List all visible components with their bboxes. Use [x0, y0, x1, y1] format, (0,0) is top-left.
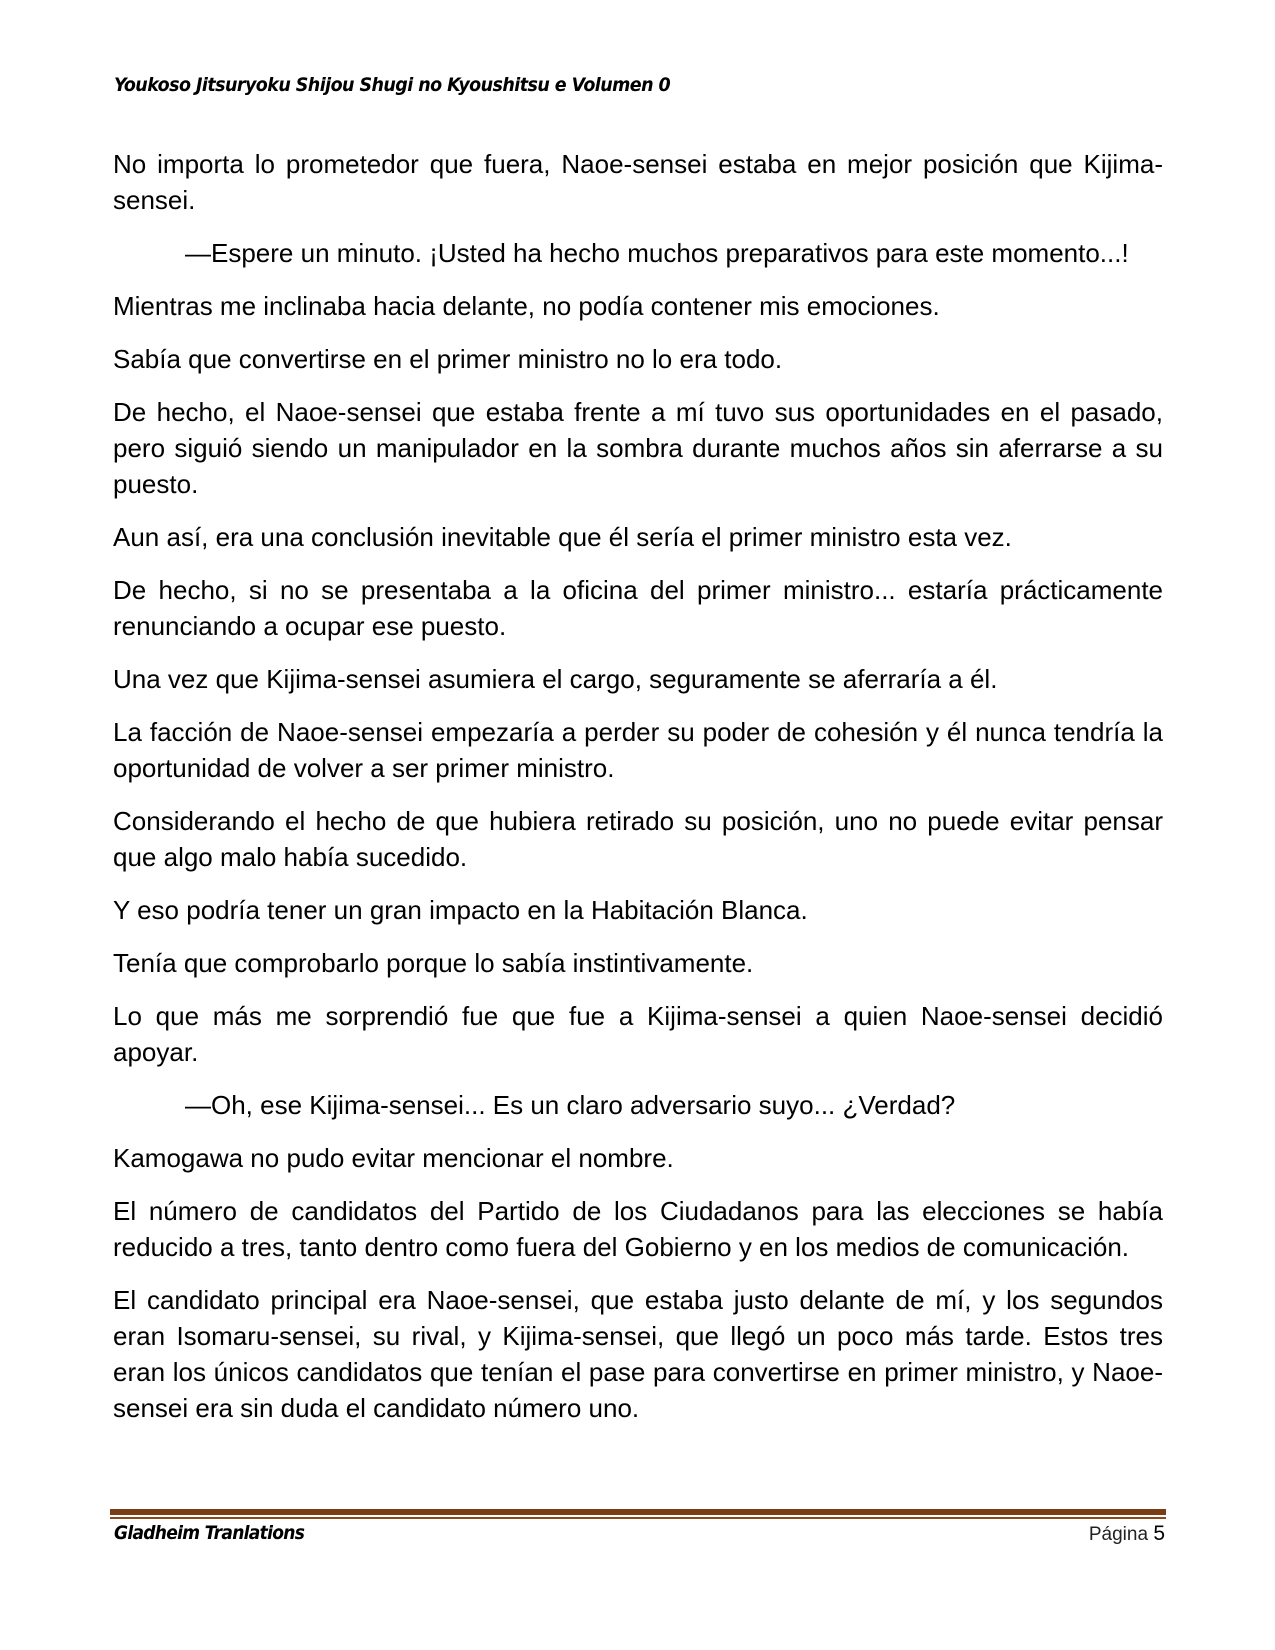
paragraph: Mientras me inclinaba hacia delante, no podía contener mis emociones. — [113, 291, 940, 321]
paragraph: Aun así, era una conclusión inevitable que él sería el primer ministro esta vez. — [113, 522, 1012, 552]
paragraph: De hecho, el Naoe-sensei que estaba frente a mí tuvo sus oportunidades en el pasado, pero siguió siendo un manipulador en la sombra durante muchos años sin aferrarse a su puesto. — [113, 397, 1163, 499]
paragraph: El número de candidatos del Partido de los Ciudadanos para las elecciones se había reducido a tres, tanto dentro como fuera del Gobierno y en los medios de comunicación. — [113, 1196, 1163, 1262]
paragraph: Considerando el hecho de que hubiera retirado su posición, uno no puede evitar pensar que algo malo había sucedido. — [113, 806, 1163, 872]
paragraph: Una vez que Kijima-sensei asumiera el cargo, seguramente se aferraría a él. — [113, 664, 998, 694]
paragraph: El candidato principal era Naoe-sensei, que estaba justo delante de mí, y los segundos eran Isomaru-sensei, su rival, y Kijima-sensei, que llegó un poco más tarde. Estos tres eran los únicos candidatos que tenían el pase para convertirse en primer ministro, y Naoe-sensei era sin duda el candidato número uno. — [113, 1285, 1163, 1423]
paragraph: No importa lo prometedor que fuera, Naoe-sensei estaba en mejor posición que Kijima-sensei. — [113, 149, 1163, 215]
paragraph: Kamogawa no pudo evitar mencionar el nombre. — [113, 1143, 674, 1173]
dialogue-paragraph: —Espere un minuto. ¡Usted ha hecho muchos preparativos para este momento...! — [185, 238, 1129, 268]
dialogue-paragraph: —Oh, ese Kijima-sensei... Es un claro adversario suyo... ¿Verdad? — [185, 1090, 956, 1120]
paragraph: Tenía que comprobarlo porque lo sabía instintivamente. — [113, 948, 754, 978]
footer-rule — [110, 1509, 1166, 1519]
paragraph: Lo que más me sorprendió fue que fue a Kijima-sensei a quien Naoe-sensei decidió apoyar. — [113, 1001, 1163, 1067]
running-header: Youkoso Jitsuryoku Shijou Shugi no Kyoushitsu e Volumen 0 — [114, 74, 671, 96]
paragraph: Sabía que convertirse en el primer ministro no lo era todo. — [113, 344, 783, 374]
page-number: 5 — [1153, 1522, 1165, 1545]
paragraph: Y eso podría tener un gran impacto en la Habitación Blanca. — [113, 895, 808, 925]
page-body — [113, 146, 1163, 1443]
paragraph: La facción de Naoe-sensei empezaría a perder su poder de cohesión y él nunca tendría la oportunidad de volver a ser primer ministro. — [113, 717, 1163, 783]
paragraph: De hecho, si no se presentaba a la oficina del primer ministro... estaría prácticamente renunciando a ocupar ese puesto. — [113, 575, 1163, 641]
footer-page-indicator — [1089, 1522, 1165, 1546]
footer-publisher: Gladheim Tranlations — [114, 1522, 305, 1544]
page-label: Página — [1088, 1524, 1149, 1545]
footer-rule-thin — [110, 1517, 1166, 1519]
